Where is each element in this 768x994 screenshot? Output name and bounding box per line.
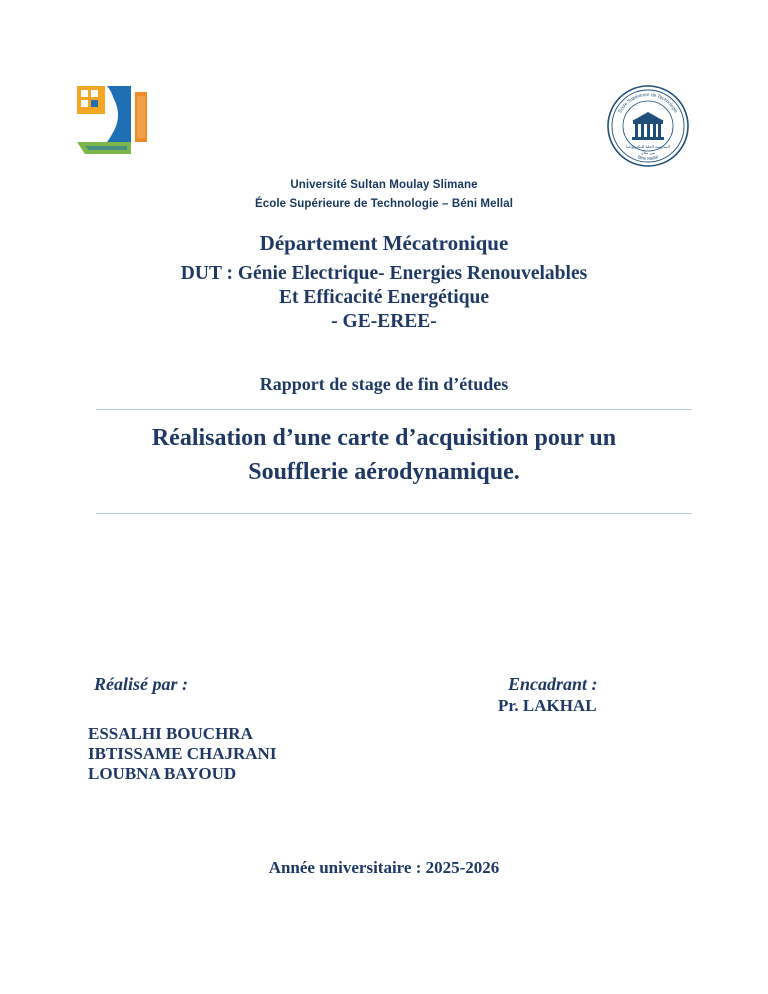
- authors-list: [88, 724, 276, 784]
- program-line-1: DUT : Génie Electrique- Energies Renouvelables: [180, 263, 588, 284]
- report-title-line-2: Soufflerie aérodynamique.: [248, 459, 520, 485]
- department-name: Département Mécatronique: [259, 231, 509, 255]
- svg-text:École Supérieure de Technologi: École Supérieure de Technologie: [617, 91, 679, 114]
- author-item: ESSALHI BOUCHRA: [88, 724, 253, 743]
- school-name: École Supérieure de Technologie – Béni Mellal: [255, 198, 513, 210]
- university-name: Université Sultan Moulay Slimane: [290, 179, 478, 191]
- author-item: IBTISSAME CHAJRANI: [88, 744, 277, 763]
- academic-year: Année universitaire : 2025-2026: [268, 858, 500, 877]
- program-line-2: Et Efficacité Energétique: [278, 287, 490, 308]
- university-logo: [75, 84, 171, 158]
- report-kind: Rapport de stage de fin d’études: [259, 374, 509, 394]
- authors-label: Réalisé par :: [94, 674, 188, 694]
- svg-text:بني ملال: بني ملال: [640, 150, 656, 155]
- divider-top: [96, 409, 692, 410]
- report-title: [0, 421, 768, 489]
- program-block: [0, 262, 768, 334]
- divider-bottom: [96, 513, 692, 514]
- svg-text:المدرسة العليا للتكنولوجيا: المدرسة العليا للتكنولوجيا: [626, 144, 670, 149]
- institution-header: [0, 176, 768, 214]
- report-title-line-1: Réalisation d’une carte d’acquisition pour un: [151, 425, 617, 451]
- program-line-3: - GE-EREE-: [331, 311, 437, 332]
- supervisor-name: Pr. LAKHAL: [498, 696, 597, 715]
- svg-text:Béni Mellal: Béni Mellal: [637, 154, 659, 162]
- school-seal-logo: [606, 84, 690, 168]
- supervisor-label: Encadrant :: [508, 674, 598, 694]
- author-item: LOUBNA BAYOUD: [88, 764, 237, 783]
